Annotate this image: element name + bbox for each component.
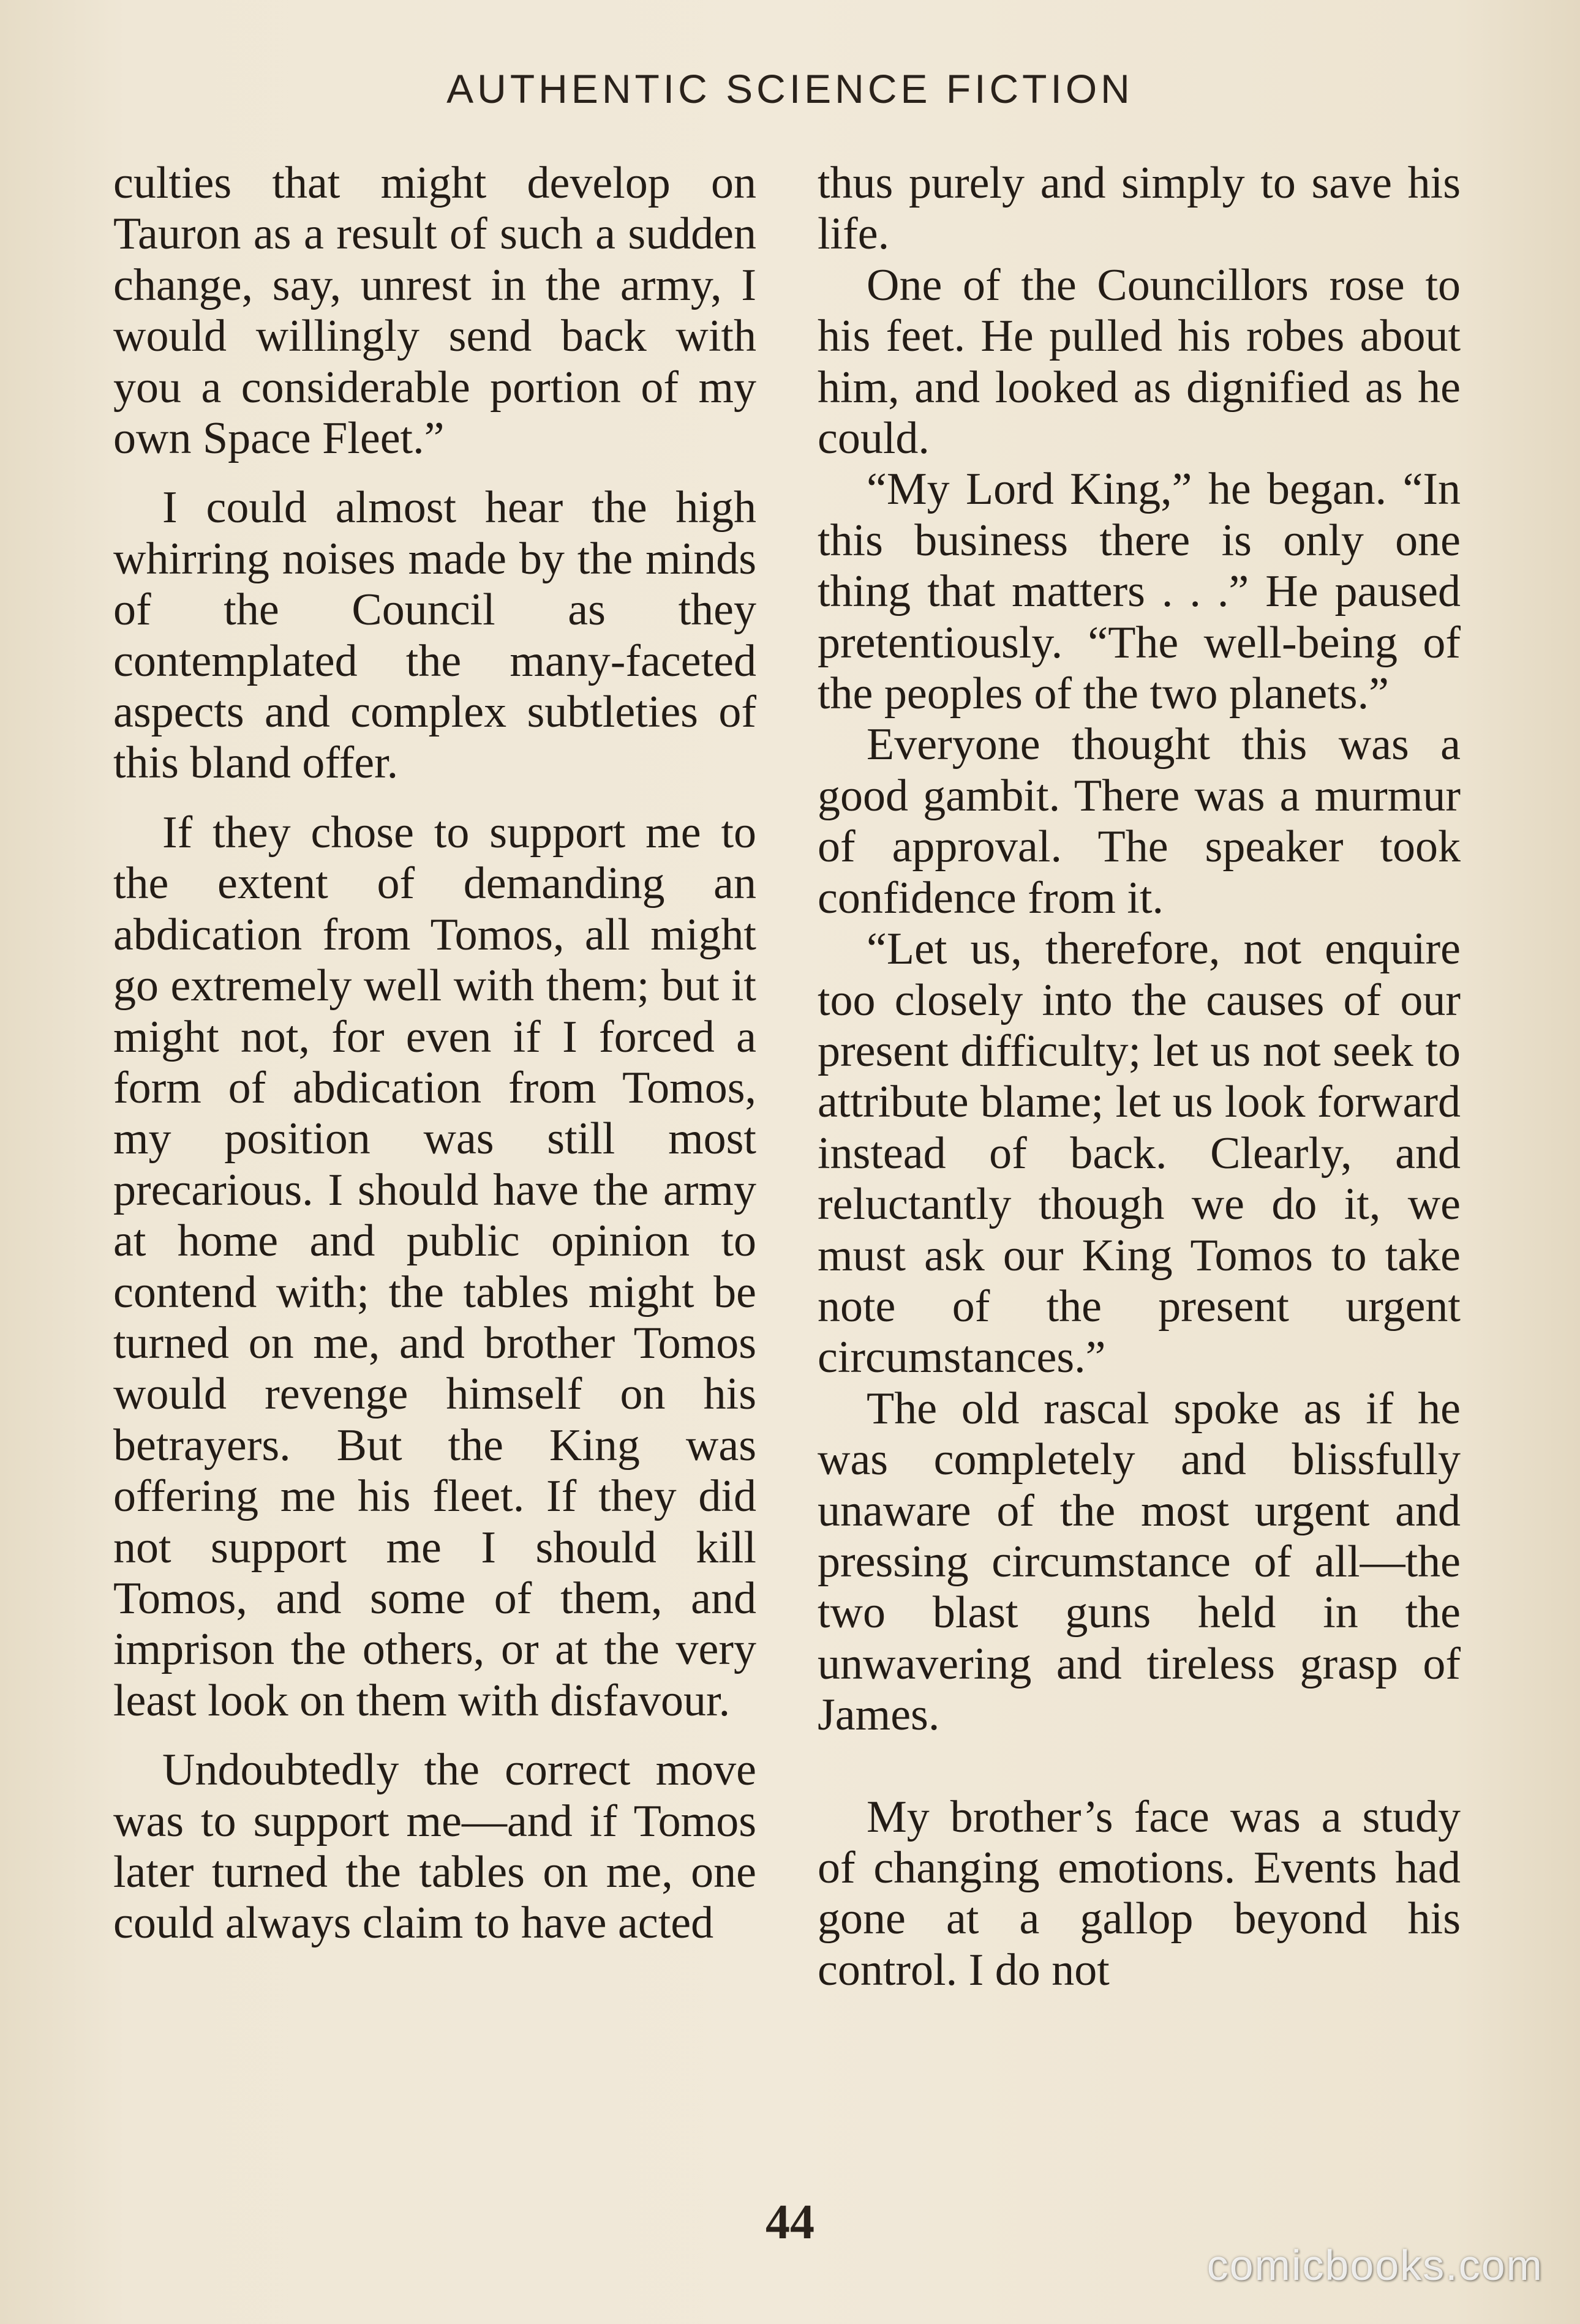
paragraph: Undoubtedly the correct move was to support me—and if Tomos later turned the tables on me, one could always claim to have acted xyxy=(113,1745,756,1949)
paragraph: thus purely and simply to save his life. xyxy=(818,158,1461,260)
paragraph: culties that might develop on Tauron as a result of such a sudden change, say, unrest in the army, I would willingly send back with you a considerable portion of my own Space Fleet.” xyxy=(113,158,756,464)
running-header: AUTHENTIC SCIENCE FICTION xyxy=(446,66,1134,111)
paragraph: “My Lord King,” he began. “In this business there is only one thing that matters . . .” He paused pretentiously. “The well-being of the peoples of the two planets.” xyxy=(818,464,1461,719)
paragraph: Everyone thought this was a good gambit. There was a murmur of approval. The speaker took confidence from it. xyxy=(818,719,1461,923)
paragraph: One of the Councillors rose to his feet. He pulled his robes about him, and looked as dignified as he could. xyxy=(818,260,1461,464)
left-column xyxy=(113,158,756,1949)
paragraph: The old rascal spoke as if he was completely and blissfully unaware of the most urgent and pressing circumstance of all—the two blast guns held in the unwavering and tireless grasp of James. xyxy=(818,1383,1461,1741)
paragraph: I could almost hear the high whirring noises made by the minds of the Council as they contemplated the many-faceted aspects and complex subtleties of this bland offer. xyxy=(113,482,756,789)
page-number: 44 xyxy=(766,2195,814,2249)
paragraph: My brother’s face was a study of changing emotions. Events had gone at a gallop beyond his control. I do not xyxy=(818,1791,1461,1995)
right-column xyxy=(818,158,1461,1996)
paragraph: “Let us, therefore, not enquire too closely into the causes of our present difficulty; let us not seek to attribute blame; let us look forward instead of back. Clearly, and reluctantly though we do it, we must ask our King Tomos to take note of the present urgent circumstances.” xyxy=(818,924,1461,1383)
watermark: comicbooks.com xyxy=(1206,2241,1543,2289)
paragraph: If they chose to support me to the extent of demanding an abdication from Tomos, all might go extremely well with them; but it might not, for even if I forced a form of abdication from Tomos, my position was still most precarious. I should have the army at home and public opinion to contend with; the tables might be turned on me, and brother Tomos would revenge himself on his betrayers. But the King was offering me his fleet. If they did not support me I should kill Tomos, and some of them, and imprison the others, or at the very least look on them with disfavour. xyxy=(113,807,756,1726)
